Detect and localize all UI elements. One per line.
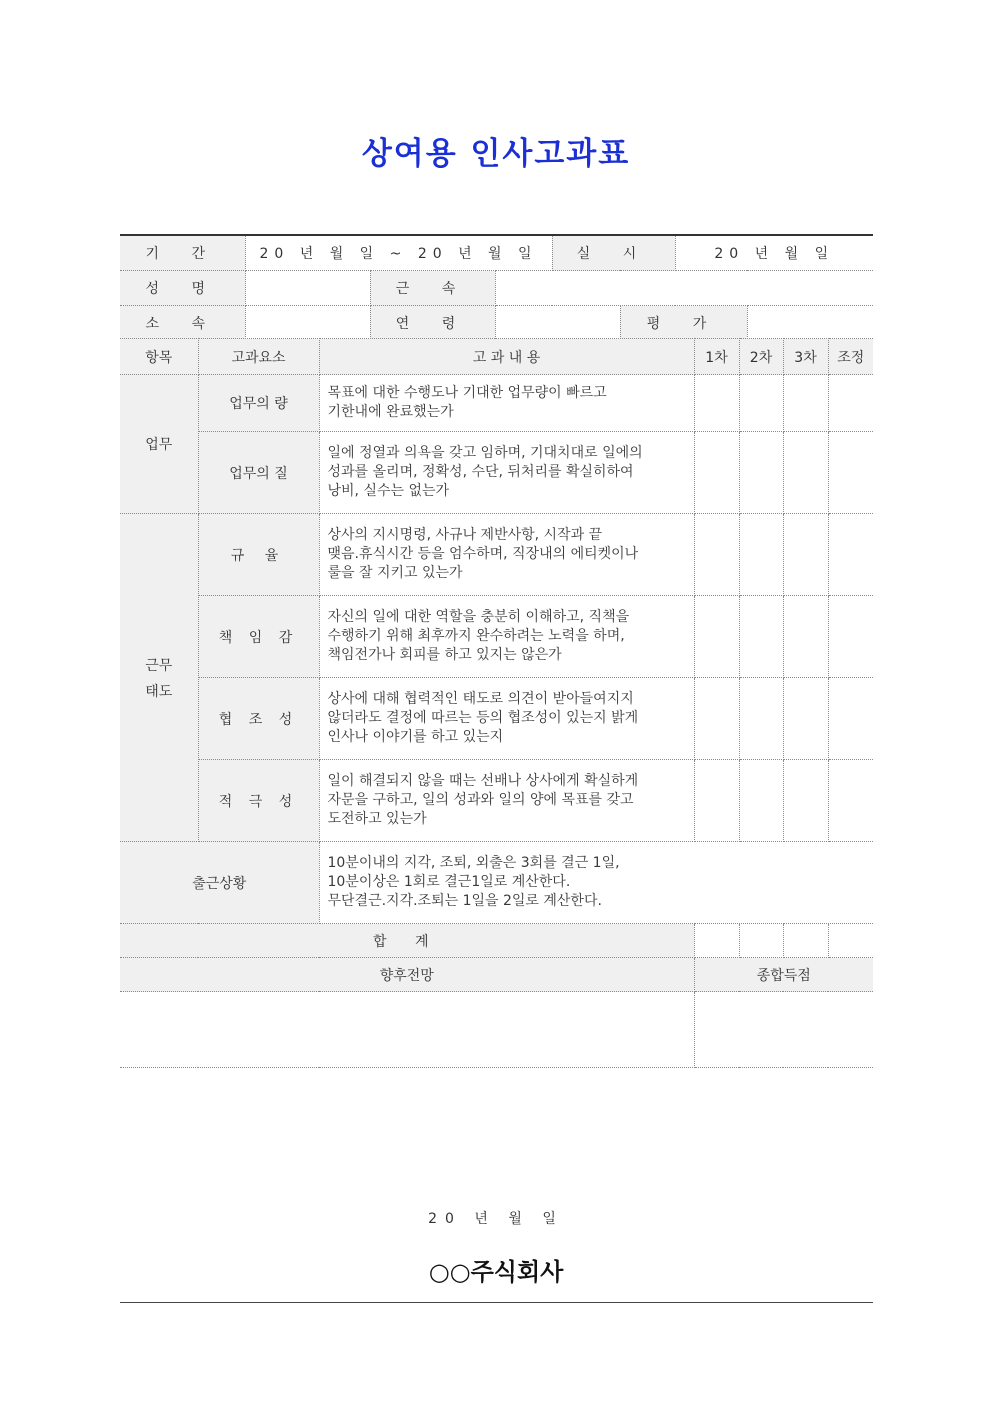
score-round-2[interactable] xyxy=(739,375,783,432)
header-factor: 고과요소 xyxy=(198,339,319,375)
total-label: 합 계 xyxy=(120,924,694,958)
header-category: 항목 xyxy=(120,339,198,375)
score-adjust[interactable] xyxy=(828,596,873,678)
score-adjust[interactable] xyxy=(828,760,873,842)
header-adjust: 조정 xyxy=(828,339,873,375)
total-adjust[interactable] xyxy=(828,924,873,958)
attendance-description: 10분이내의 지각, 조퇴, 외출은 3회를 결근 1일, 10분이상은 1회로 결근1일로 계산한다. 무단결근.지각.조퇴는 1일을 2일로 계산한다. xyxy=(319,842,873,924)
score-round-1[interactable] xyxy=(694,596,739,678)
header-round-1: 1차 xyxy=(694,339,739,375)
age-label: 연 령 xyxy=(370,306,495,341)
name-value[interactable] xyxy=(245,271,370,306)
total-round-2[interactable] xyxy=(739,924,783,958)
factor-description: 일에 정열과 의욕을 갖고 임하며, 기대치대로 일에의 성과를 올리며, 정확성, 수단, 뒤처리를 확실히하여 낭비, 실수는 없는가 xyxy=(319,432,694,514)
score-round-1[interactable] xyxy=(694,514,739,596)
score-adjust[interactable] xyxy=(828,678,873,760)
attendance-label: 출근상황 xyxy=(120,842,319,924)
factor-label: 업무의 질 xyxy=(198,432,319,514)
conduct-label: 실 시 xyxy=(552,235,675,271)
eval-label: 평 가 xyxy=(620,306,747,341)
score-round-2[interactable] xyxy=(739,678,783,760)
total-score-value[interactable] xyxy=(694,992,873,1068)
factor-label: 협 조 성 xyxy=(198,678,319,760)
name-label: 성 명 xyxy=(120,271,245,306)
score-adjust[interactable] xyxy=(828,375,873,432)
score-round-3[interactable] xyxy=(783,678,828,760)
score-round-3[interactable] xyxy=(783,596,828,678)
score-round-3[interactable] xyxy=(783,375,828,432)
company-name: ○○주식회사 xyxy=(428,1258,564,1286)
footer-divider xyxy=(120,1302,873,1303)
dept-label: 소 속 xyxy=(120,306,245,341)
info-table xyxy=(120,234,873,341)
factor-description: 자신의 일에 대한 역할을 충분히 이해하고, 직책을 수행하기 위해 최후까지 완수하려는 노력을 하며, 책임전가나 회피를 하고 있지는 않은가 xyxy=(319,596,694,678)
tenure-value[interactable] xyxy=(495,271,873,306)
score-adjust[interactable] xyxy=(828,432,873,514)
score-round-1[interactable] xyxy=(694,432,739,514)
period-value[interactable]: 20 년 월 일 ~ 20 년 월 일 xyxy=(245,235,552,271)
group-work: 업무 xyxy=(120,375,198,514)
table-row xyxy=(120,432,873,514)
score-round-2[interactable] xyxy=(739,596,783,678)
total-score-label: 종합득점 xyxy=(694,958,873,992)
dept-value[interactable] xyxy=(245,306,370,341)
table-row xyxy=(120,760,873,842)
factor-description: 일이 해결되지 않을 때는 선배나 상사에게 확실하게 자문을 구하고, 일의 성과와 일의 양에 목표를 갖고 도전하고 있는가 xyxy=(319,760,694,842)
period-label: 기 간 xyxy=(120,235,245,271)
outlook-value[interactable] xyxy=(120,992,694,1068)
score-round-2[interactable] xyxy=(739,432,783,514)
factor-description: 상사의 지시명령, 사규나 제반사항, 시작과 끝 맺음.휴식시간 등을 엄수하며, 직장내의 에티켓이나 룰을 잘 지키고 있는가 xyxy=(319,514,694,596)
header-round-3: 3차 xyxy=(783,339,828,375)
factor-label: 규 율 xyxy=(198,514,319,596)
header-round-2: 2차 xyxy=(739,339,783,375)
table-row xyxy=(120,678,873,760)
score-adjust[interactable] xyxy=(828,514,873,596)
table-row xyxy=(120,375,873,432)
tenure-label: 근 속 xyxy=(370,271,495,306)
score-round-3[interactable] xyxy=(783,760,828,842)
evaluation-table xyxy=(120,338,873,1068)
factor-label: 업무의 량 xyxy=(198,375,319,432)
outlook-label: 향후전망 xyxy=(120,958,694,992)
score-round-1[interactable] xyxy=(694,760,739,842)
score-round-3[interactable] xyxy=(783,432,828,514)
eval-value[interactable] xyxy=(747,306,873,341)
factor-label: 책 임 감 xyxy=(198,596,319,678)
factor-label: 적 극 성 xyxy=(198,760,319,842)
total-round-3[interactable] xyxy=(783,924,828,958)
score-round-1[interactable] xyxy=(694,375,739,432)
score-round-1[interactable] xyxy=(694,678,739,760)
factor-description: 상사에 대해 협력적인 태도로 의견이 받아들여지지 않더라도 결정에 따르는 등의 협조성이 있는지 밝게 인사나 이야기를 하고 있는지 xyxy=(319,678,694,760)
conduct-value[interactable]: 20 년 월 일 xyxy=(675,235,873,271)
table-row xyxy=(120,842,873,924)
table-row xyxy=(120,514,873,596)
header-content: 고 과 내 용 xyxy=(319,339,694,375)
score-round-3[interactable] xyxy=(783,514,828,596)
score-round-2[interactable] xyxy=(739,514,783,596)
age-value[interactable] xyxy=(495,306,620,341)
group-attitude: 근무 태도 xyxy=(120,514,198,842)
date-line: 20 년 월 일 xyxy=(428,1211,564,1227)
total-round-1[interactable] xyxy=(694,924,739,958)
score-round-2[interactable] xyxy=(739,760,783,842)
factor-description: 목표에 대한 수행도나 기대한 업무량이 빠르고 기한내에 완료했는가 xyxy=(319,375,694,432)
document-title: 상여용 인사고과표 xyxy=(361,136,631,172)
table-row xyxy=(120,596,873,678)
